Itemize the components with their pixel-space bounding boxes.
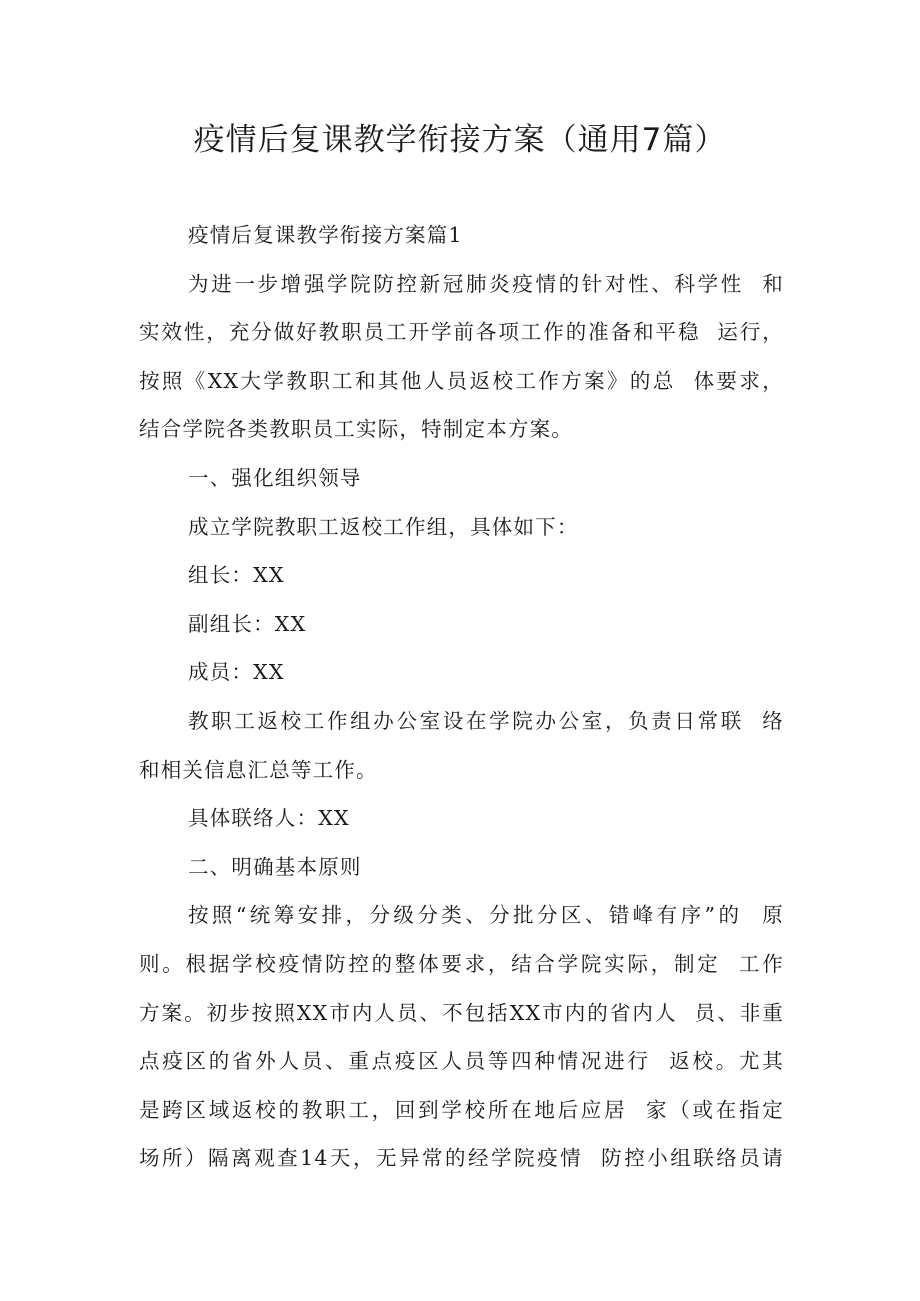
text-line: 具体联络人：XX [188, 806, 350, 831]
text-line: 按照《XX大学教职工和其他人员返校工作方案》的总 体要求， [139, 368, 784, 393]
text-line: 一、强化组织领导 [188, 465, 362, 490]
document-body [139, 211, 784, 1183]
text-line: 为进一步增强学院防控新冠肺炎疫情的针对性、科学性 和 [188, 271, 784, 296]
text-line: 是跨区域返校的教职工，回到学校所在地后应居 家（或在指定 [139, 1097, 784, 1122]
text-line: 副组长：XX [188, 611, 307, 636]
document-title: 疫情后复课教学衔接方案（通用7篇） [193, 122, 727, 158]
text-line: 方案。初步按照XX市内人员、不包括XX市内的省内人 员、非重 [139, 1000, 784, 1025]
text-line: 二、明确基本原则 [188, 854, 362, 879]
text-line: 场所）隔离观查14天，无异常的经学院疫情 防控小组联络员请 [139, 1146, 784, 1171]
text-line: 和相关信息汇总等工作。 [139, 757, 378, 782]
text-line: 成员：XX [188, 660, 285, 685]
text-line: 点疫区的省外人员、重点疫区人员等四种情况进行 返校。尤其 [139, 1049, 784, 1074]
text-line: 结合学院各类教职员工实际，特制定本方案。 [139, 417, 573, 442]
text-line: 按照“统筹安排，分级分类、分批分区、错峰有序”的 原 [188, 903, 784, 928]
text-line: 则。根据学校疫情防控的整体要求，结合学院实际，制定 工作 [139, 951, 784, 976]
text-line: 组长：XX [188, 563, 285, 588]
text-line: 疫情后复课教学衔接方案篇1 [188, 223, 463, 247]
text-line: 成立学院教职工返校工作组，具体如下： [188, 514, 579, 539]
text-line: 教职工返校工作组办公室设在学院办公室，负责日常联 络 [188, 708, 784, 733]
text-line: 实效性，充分做好教职员工开学前各项工作的准备和平稳 运行， [139, 320, 784, 345]
